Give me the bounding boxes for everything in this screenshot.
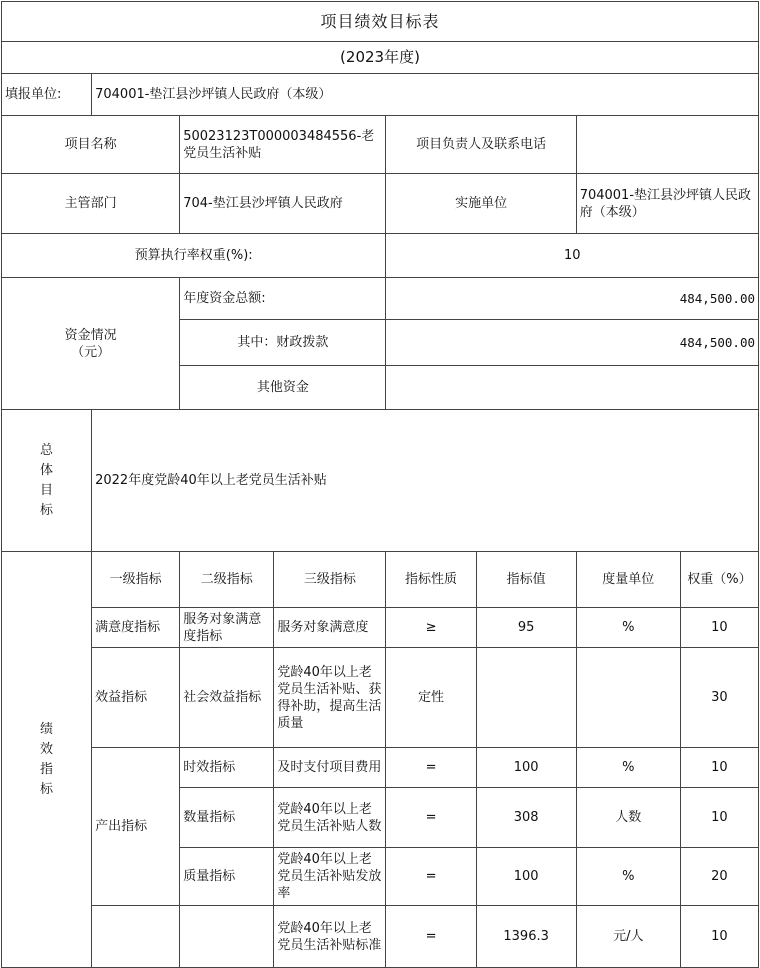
dept-value: 704-垫江县沙坪镇人民政府 [180, 174, 386, 234]
project-name-label: 项目名称 [2, 116, 180, 174]
value-cell: 308 [476, 788, 576, 848]
weight-cell: 10 [680, 748, 758, 788]
level2-cell [180, 906, 274, 968]
impl-value: 704001-垫江县沙坪镇人民政府（本级） [576, 174, 758, 234]
fiscal-funds-value: 484,500.00 [386, 320, 759, 366]
unit-cell: 元/人 [576, 906, 680, 968]
overall-goal-label [2, 410, 92, 552]
goal-label-char: 标 [40, 502, 54, 518]
impl-label: 实施单位 [386, 174, 576, 234]
nature-cell: = [386, 906, 476, 968]
header-value: 指标值 [476, 552, 576, 608]
perf-label-char: 标 [40, 781, 54, 797]
total-funds-value: 484,500.00 [386, 278, 759, 320]
level1-cell: 满意度指标 [92, 608, 180, 648]
level3-cell: 党龄40年以上老党员生活补贴、获得补助，提高生活质量 [274, 648, 386, 748]
unit-cell: % [576, 748, 680, 788]
dept-label: 主管部门 [2, 174, 180, 234]
weight-cell: 10 [680, 788, 758, 848]
level3-cell: 党龄40年以上老党员生活补贴人数 [274, 788, 386, 848]
unit-cell [576, 648, 680, 748]
unit-label: 填报单位: [2, 74, 92, 116]
header-weight: 权重（%） [680, 552, 758, 608]
funds-label [2, 278, 180, 410]
nature-cell: = [386, 748, 476, 788]
funds-label-line1: 资金情况 [64, 327, 117, 343]
level3-cell: 服务对象满意度 [274, 608, 386, 648]
level2-cell: 时效指标 [180, 748, 274, 788]
weight-cell: 20 [680, 848, 758, 906]
fiscal-funds-label: 其中：财政拨款 [180, 320, 386, 366]
level1-cell [92, 906, 180, 968]
table-row [2, 906, 759, 968]
table-row [2, 748, 759, 788]
nature-cell: ≥ [386, 608, 476, 648]
total-funds-label: 年度资金总额: [180, 278, 386, 320]
other-funds-value [386, 366, 759, 410]
nature-cell: = [386, 788, 476, 848]
weight-cell: 10 [680, 608, 758, 648]
goal-label-char: 总 [40, 442, 54, 458]
level3-cell: 党龄40年以上老党员生活补贴标准 [274, 906, 386, 968]
table-title: 项目绩效目标表 [2, 2, 759, 42]
unit-cell: % [576, 608, 680, 648]
level2-cell: 服务对象满意度指标 [180, 608, 274, 648]
value-cell: 100 [476, 748, 576, 788]
weight-cell: 30 [680, 648, 758, 748]
budget-rate-value: 10 [386, 234, 759, 278]
unit-value: 704001-垫江县沙坪镇人民政府（本级） [92, 74, 759, 116]
level2-cell: 质量指标 [180, 848, 274, 906]
level3-cell: 及时支付项目费用 [274, 748, 386, 788]
value-cell: 100 [476, 848, 576, 906]
nature-cell: = [386, 848, 476, 906]
level3-cell: 党龄40年以上老党员生活补贴发放率 [274, 848, 386, 906]
header-nature: 指标性质 [386, 552, 476, 608]
other-funds-label: 其他资金 [180, 366, 386, 410]
header-level1: 一级指标 [92, 552, 180, 608]
value-cell [476, 648, 576, 748]
project-name-value: 50023123T000003484556-老党员生活补贴 [180, 116, 386, 174]
header-level2: 二级指标 [180, 552, 274, 608]
goal-label-char: 目 [40, 482, 54, 498]
header-unit: 度量单位 [576, 552, 680, 608]
value-cell: 1396.3 [476, 906, 576, 968]
performance-goal-table [1, 1, 759, 968]
weight-cell: 10 [680, 906, 758, 968]
perf-label-char: 指 [40, 761, 54, 777]
goal-label-char: 体 [40, 462, 54, 478]
header-level3: 三级指标 [274, 552, 386, 608]
level1-cell: 产出指标 [92, 748, 180, 906]
value-cell: 95 [476, 608, 576, 648]
level1-cell: 效益指标 [92, 648, 180, 748]
funds-label-line2: （元） [71, 344, 111, 360]
overall-goal-value: 2022年度党龄40年以上老党员生活补贴 [92, 410, 759, 552]
contact-value [576, 116, 758, 174]
perf-label-char: 效 [40, 741, 54, 757]
budget-rate-label: 预算执行率权重(%): [2, 234, 386, 278]
perf-label-char: 绩 [40, 721, 54, 737]
table-row [2, 648, 759, 748]
table-year: (2023年度) [2, 42, 759, 74]
level2-cell: 数量指标 [180, 788, 274, 848]
unit-cell: % [576, 848, 680, 906]
contact-label: 项目负责人及联系电话 [386, 116, 576, 174]
level2-cell: 社会效益指标 [180, 648, 274, 748]
table-row [2, 608, 759, 648]
unit-cell: 人数 [576, 788, 680, 848]
performance-indicators-label [2, 552, 92, 968]
nature-cell: 定性 [386, 648, 476, 748]
